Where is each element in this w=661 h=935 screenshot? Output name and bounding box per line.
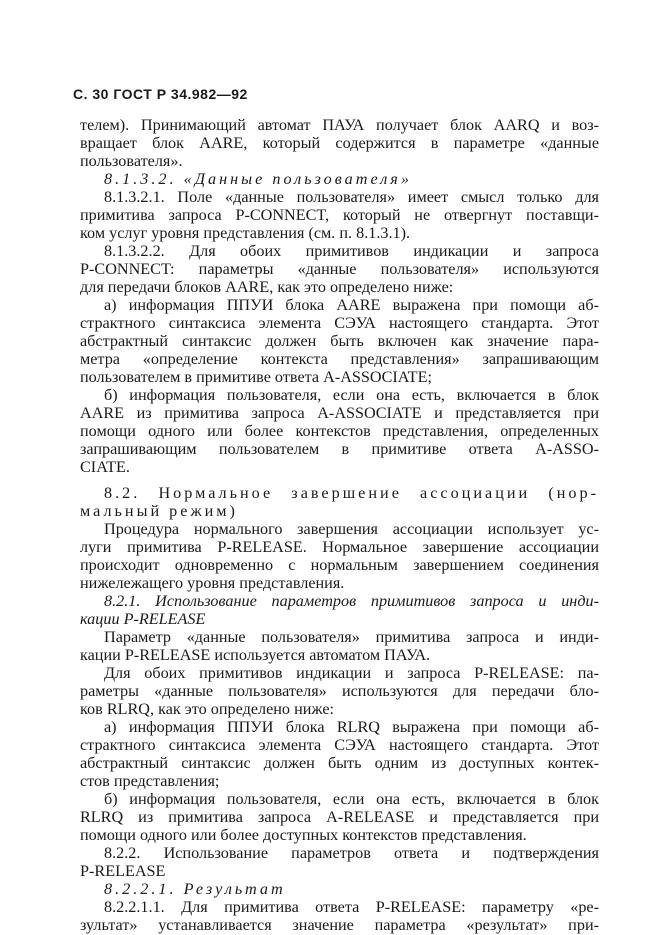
text-line: P-RELEASE — [80, 862, 166, 880]
text-line: 8.2.2.1.1. Для примитива ответа P-RELEASE: параметру «ре- — [104, 898, 599, 916]
text-line: абстрактный синтаксис должен быть одним из доступных контек- — [80, 754, 599, 772]
section-heading: мальный режим) — [80, 502, 238, 520]
text-line: помощи одного или более доступных контекстов представления. — [80, 826, 527, 844]
section-heading: 8.2. Нормальное завершение ассоциации (нор- — [104, 484, 599, 502]
text-line: телем). Принимающий автомат ПАУА получает блок AARQ и воз- — [80, 116, 599, 134]
text-line: б) информация пользователя, если она есть, включается в блок — [104, 790, 599, 808]
text-line: ком услуг уровня представления (см. п. 8.1.3.1). — [80, 224, 411, 242]
text-line: стов представления; — [80, 772, 220, 790]
text-line: Для обоих примитивов индикации и запроса P-RELEASE: па- — [104, 664, 599, 682]
text-line: а) информация ППУИ блока RLRQ выражена при помощи аб- — [104, 718, 599, 736]
text-line: страктного синтаксиса элемента СЭУА настоящего стандарта. Этот — [80, 314, 599, 332]
text-line: вращает блок AARE, который содержится в параметре «данные — [80, 134, 599, 152]
text-line: абстрактный синтаксис должен быть включен как значение пара- — [80, 332, 599, 350]
text-line: RLRQ из примитива запроса A-RELEASE и представляется при — [80, 808, 599, 826]
text-line: Процедура нормального завершения ассоциации использует ус- — [104, 520, 599, 538]
text-line: 8.2.2. Использование параметров ответа и подтверждения — [104, 844, 599, 862]
text-line: 8.1.3.2.1. Поле «данные пользователя» имеет смысл только для — [104, 188, 599, 206]
text-line: CIATE. — [80, 458, 130, 476]
text-line: запрашивающим пользователем в примитиве ответа A-ASSO- — [80, 440, 599, 458]
section-heading: 8.1.3.2. «Данные пользователя» — [104, 170, 412, 188]
page-header: С. 30 ГОСТ Р 34.982—92 — [73, 86, 248, 102]
text-line: примитива запроса P-CONNECT, который не отвергнут поставщи- — [80, 206, 599, 224]
text-line: P-CONNECT: параметры «данные пользователя» используются — [80, 260, 599, 278]
text-line: б) информация пользователя, если она есть, включается в блок — [104, 386, 599, 404]
text-line: а) информация ППУИ блока AARE выражена при помощи аб- — [104, 296, 599, 314]
text-line: зультат» устанавливается значение параметра «результат» при- — [80, 916, 599, 934]
text-line: нижележащего уровня представления. — [80, 574, 345, 592]
text-line: ков RLRQ, как это определено ниже: — [80, 700, 335, 718]
section-heading: 8.2.2.1. Результат — [104, 880, 286, 898]
text-line: страктного синтаксиса элемента СЭУА настоящего стандарта. Этот — [80, 736, 599, 754]
text-line: пользователем в примитиве ответа A-ASSOCIATE; — [80, 368, 432, 386]
text-line: для передачи блоков AARE, как это определено ниже: — [80, 278, 454, 296]
text-line: раметры «данные пользователя» используются для передачи бло- — [80, 682, 599, 700]
text-line: метра «определение контекста представления» запрашивающим — [80, 350, 599, 368]
text-line: помощи одного или более контекстов представления, определенных — [80, 422, 599, 440]
text-line: 8.1.3.2.2. Для обоих примитивов индикации и запроса — [104, 242, 599, 260]
text-line: происходит одновременно с нормальным завершением соединения — [80, 556, 599, 574]
text-line: луги примитива P-RELEASE. Нормальное завершение ассоциации — [80, 538, 599, 556]
text-line: Параметр «данные пользователя» примитива запроса и инди- — [104, 628, 599, 646]
text-line: AARE из примитива запроса A-ASSOCIATE и представляется при — [80, 404, 599, 422]
section-heading: 8.2.1. Использование параметров примитивов запроса и инди- — [104, 592, 599, 610]
text-line: пользователя». — [80, 152, 183, 170]
section-heading: кации P-RELEASE — [80, 610, 206, 628]
text-line: кации P-RELEASE используется автоматом ПАУА. — [80, 646, 431, 664]
